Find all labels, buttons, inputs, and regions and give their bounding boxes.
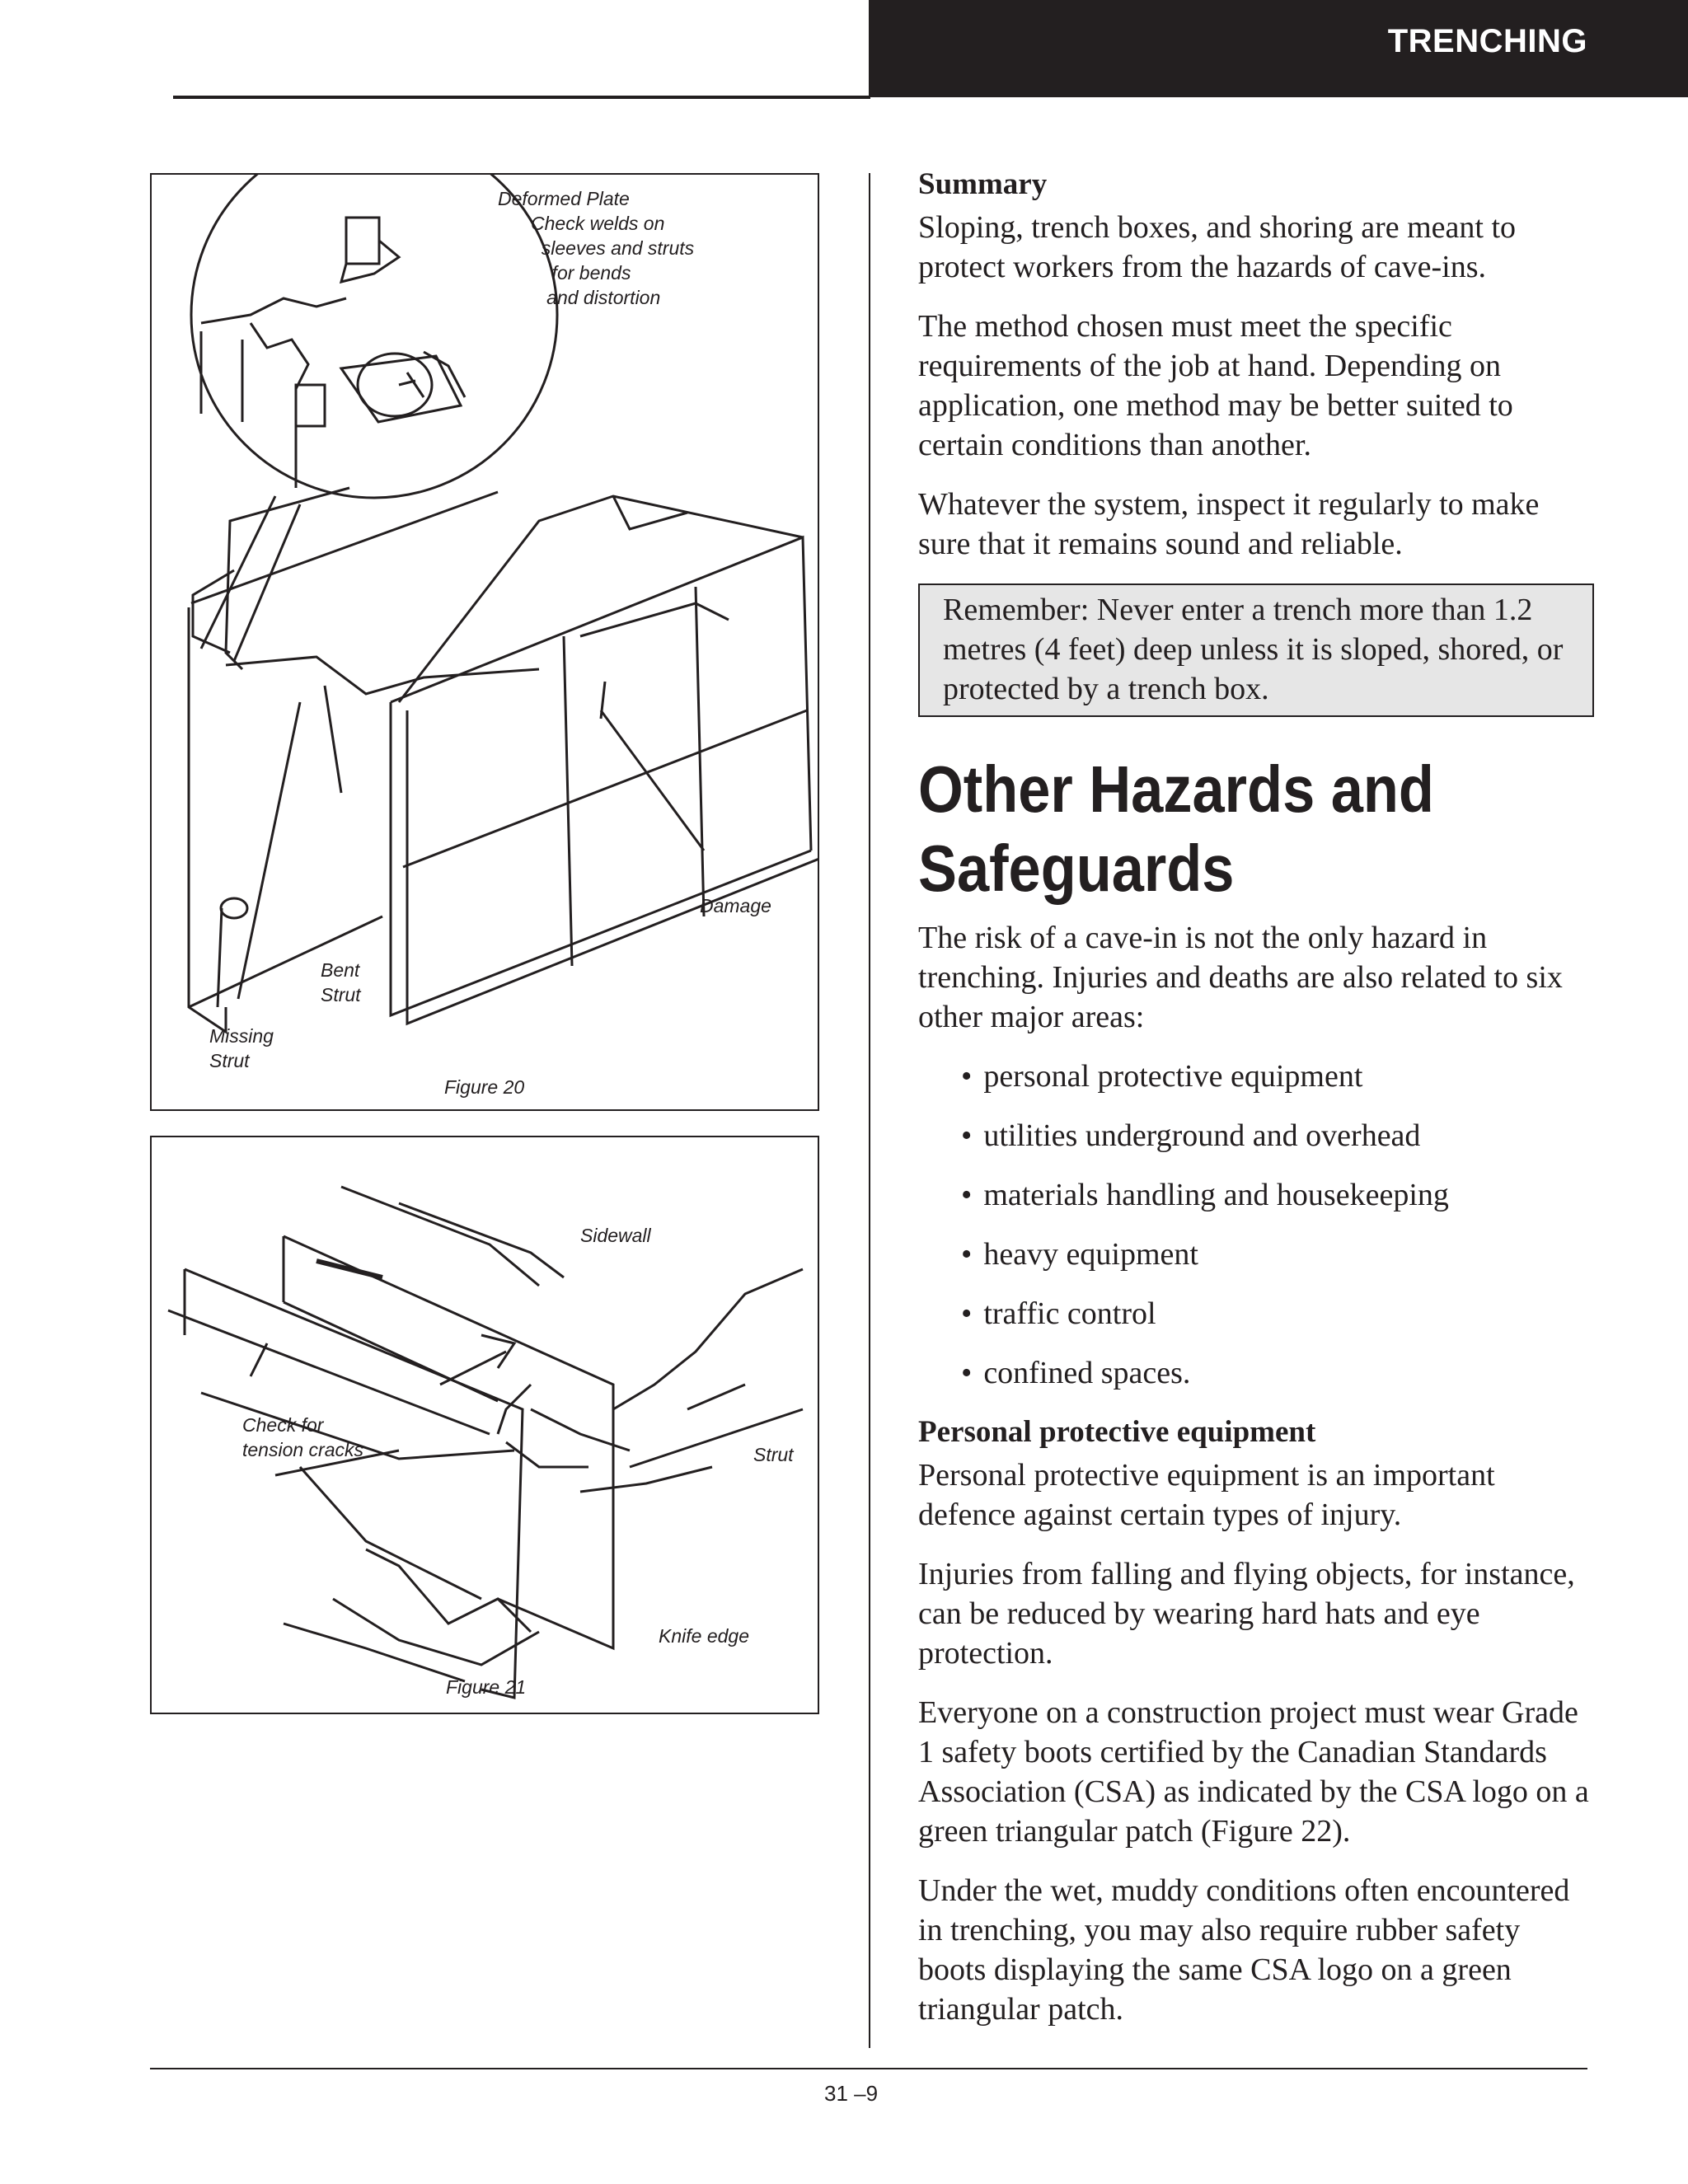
page-number: 31 –9 bbox=[824, 2081, 879, 2106]
ppe-paragraph-2: Injuries from falling and flying objects, for instance, can be reduced by wearing hard hats and eye protection. bbox=[918, 1557, 1575, 1671]
list-item: • confined spaces. bbox=[961, 1353, 1594, 1393]
list-item: • heavy equipment bbox=[961, 1235, 1594, 1274]
summary-heading: Summary bbox=[918, 167, 1048, 201]
list-item: • personal protective equipment bbox=[961, 1057, 1594, 1096]
figure-20-caption: Figure 20 bbox=[444, 1076, 525, 1098]
label-missing-strut: Missing Strut bbox=[209, 1025, 274, 1071]
label-check-welds: Check welds on sleeves and struts for bends and distortion bbox=[531, 213, 695, 308]
figure-20 bbox=[150, 173, 819, 1111]
summary-paragraph-3: Whatever the system, inspect it regularly to make sure that it remains sound and reliable. bbox=[918, 487, 1540, 561]
hazards-intro: The risk of a cave-in is not the only hazard in trenching. Injuries and deaths are also related to six other major areas: bbox=[918, 921, 1563, 1034]
right-text-column bbox=[918, 165, 1594, 2049]
hazard-areas-list bbox=[961, 1057, 1594, 1393]
label-strut: Strut bbox=[753, 1444, 794, 1465]
ppe-paragraph-3: Everyone on a construction project must wear Grade 1 safety boots certified by the Canadian Standards Association (CSA) as indicated by the CSA logo on a green triangular patch (Figure 22). bbox=[918, 1695, 1589, 1849]
remember-callout: Remember: Never enter a trench more than 1.2 metres (4 feet) deep unless it is sloped, shored, or protected by a trench box. bbox=[918, 583, 1594, 717]
footer-rule bbox=[150, 2068, 1587, 2069]
figure-21 bbox=[150, 1136, 819, 1714]
ppe-heading: Personal protective equipment bbox=[918, 1415, 1316, 1449]
list-item: • utilities underground and overhead bbox=[961, 1116, 1594, 1155]
label-sidewall: Sidewall bbox=[580, 1225, 651, 1246]
header-rule bbox=[173, 96, 870, 99]
figure-21-caption: Figure 21 bbox=[446, 1676, 527, 1698]
summary-paragraph-1: Sloping, trench boxes, and shoring are meant to protect workers from the hazards of cave-ins. bbox=[918, 210, 1517, 284]
hazards-heading-text: Other Hazards and Safeguards bbox=[918, 752, 1434, 905]
section-title: TRENCHING bbox=[1387, 23, 1587, 59]
label-knife-edge: Knife edge bbox=[659, 1625, 749, 1647]
ppe-paragraph-4: Under the wet, muddy conditions often encountered in trenching, you may also require rubber safety boots displaying the same CSA logo on a green triangular patch. bbox=[918, 1873, 1570, 2027]
column-divider bbox=[869, 173, 870, 2048]
hazards-heading bbox=[918, 750, 1513, 908]
list-item: • materials handling and housekeeping bbox=[961, 1175, 1594, 1215]
label-deformed-plate: Deformed Plate bbox=[498, 188, 630, 209]
header-bar bbox=[869, 0, 1688, 97]
label-bent-strut: Bent Strut bbox=[321, 959, 361, 1005]
label-damage: Damage bbox=[700, 895, 771, 916]
label-check-tension-cracks: Check for tension cracks bbox=[242, 1414, 364, 1460]
summary-paragraph-2: The method chosen must meet the specific requirements of the job at hand. Depending on application, one method may be better suited to certain conditions than another. bbox=[918, 309, 1513, 462]
trench-box-damage-illustration bbox=[152, 175, 818, 1109]
ppe-paragraph-1: Personal protective equipment is an important defence against certain types of injury. bbox=[918, 1458, 1495, 1532]
list-item: • traffic control bbox=[961, 1294, 1594, 1333]
